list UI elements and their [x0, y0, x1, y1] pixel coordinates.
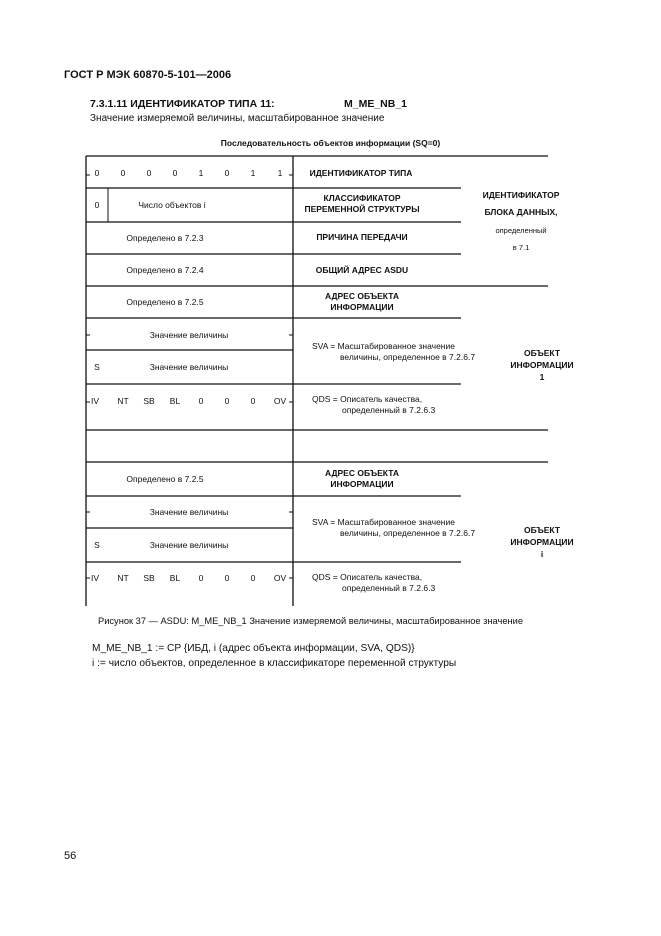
- ioa-label-1-line1: АДРЕС ОБЪЕКТА: [324, 291, 400, 301]
- object-i-index: i: [540, 549, 544, 559]
- qds-bit-3: 0: [224, 396, 230, 406]
- type-bit-3: 0: [224, 168, 230, 178]
- formula-line: M_ME_NB_1 := CP {ИБД, i (адрес объекта информации, SVA, QDS)}: [92, 643, 415, 654]
- figure-title: Последовательность объектов информации (SQ=0): [220, 138, 441, 148]
- section-subtitle: Значение измеряемой величины, масштабированное значение: [90, 113, 385, 124]
- qds-desc-i-line2: определенный в 7.2.6.3: [342, 583, 436, 593]
- cot-label: ПРИЧИНА ПЕРЕДАЧИ: [316, 232, 408, 242]
- qds-bits-i: [91, 573, 286, 583]
- qds-bit-4: 0: [198, 573, 204, 583]
- type-bit-4: 1: [198, 168, 204, 178]
- vsq-label-line2: ПЕРЕМЕННОЙ СТРУКТУРЫ: [304, 204, 420, 214]
- qds-bit-2: 0: [250, 396, 256, 406]
- standard-header: ГОСТ Р МЭК 60870-5-101—2006: [64, 69, 232, 81]
- sva-desc-i-line1: SVA = Масштабированное значение: [312, 517, 455, 527]
- duid-label-line4: в 7.1: [512, 243, 530, 252]
- ioa-field-i: Определено в 7.2.5: [126, 474, 204, 484]
- type-id-code: M_ME_NB_1: [344, 98, 408, 110]
- section-title: 7.3.1.11 ИДЕНТИФИКАТОР ТИПА 11:: [90, 98, 275, 110]
- sva-desc-i-line2: величины, определенное в 7.2.6.7: [340, 528, 476, 538]
- formula-definition: i := число объектов, определенное в классификаторе переменной структуры: [92, 658, 457, 669]
- qds-bit-3: 0: [224, 573, 230, 583]
- ioa-field-1: Определено в 7.2.5: [126, 297, 204, 307]
- value-low-field-i: Значение величины: [149, 507, 229, 517]
- qds-bit-bl: BL: [169, 573, 181, 583]
- type-bit-7: 0: [120, 168, 126, 178]
- type-bit-5: 0: [172, 168, 178, 178]
- asdu-address-label: ОБЩИЙ АДРЕС ASDU: [315, 265, 409, 275]
- qds-bit-iv: IV: [90, 396, 100, 406]
- num-objects-field: Число объектов i: [138, 200, 206, 210]
- value-high-field-1: Значение величины: [149, 362, 229, 372]
- type-bit-2: 1: [250, 168, 256, 178]
- qds-bit-nt: NT: [117, 396, 129, 406]
- type-bit-6: 0: [146, 168, 152, 178]
- qds-desc-1-line1: QDS = Описатель качества,: [312, 394, 423, 404]
- qds-bit-4: 0: [198, 396, 204, 406]
- ioa-label-i-line2: ИНФОРМАЦИИ: [330, 479, 394, 489]
- object-1-label-line1: ОБЪЕКТ: [523, 348, 561, 358]
- asdu-address-field: Определено в 7.2.4: [126, 265, 204, 275]
- qds-bit-ov: OV: [273, 573, 287, 583]
- object-1-index: 1: [539, 372, 545, 382]
- type-bit-1: 1: [277, 168, 283, 178]
- sva-desc-1-line1: SVA = Масштабированное значение: [312, 341, 455, 351]
- figure-caption: Рисунок 37 — ASDU: M_ME_NB_1 Значение измеряемой величины, масштабированное значение: [98, 616, 524, 626]
- duid-label-line3: определенный: [495, 226, 547, 235]
- sign-bit-i: S: [94, 540, 100, 550]
- qds-bit-2: 0: [250, 573, 256, 583]
- vsq-label-line1: КЛАССИФИКАТОР: [323, 193, 401, 203]
- qds-bit-bl: BL: [169, 396, 181, 406]
- page-number: 56: [64, 850, 77, 862]
- cot-field: Определено в 7.2.3: [126, 233, 204, 243]
- ioa-label-i-line1: АДРЕС ОБЪЕКТА: [324, 468, 400, 478]
- sq-bit: 0: [94, 200, 100, 210]
- value-high-field-i: Значение величины: [149, 540, 229, 550]
- type-bit-8: 0: [94, 168, 100, 178]
- sva-desc-1-line2: величины, определенное в 7.2.6.7: [340, 352, 476, 362]
- type-id-bits: [95, 168, 283, 178]
- qds-bit-nt: NT: [117, 573, 129, 583]
- value-low-field-1: Значение величины: [149, 330, 229, 340]
- qds-desc-1-line2: определенный в 7.2.6.3: [342, 405, 436, 415]
- object-1-label-line2: ИНФОРМАЦИИ: [510, 360, 574, 370]
- ioa-label-1-line2: ИНФОРМАЦИИ: [330, 302, 394, 312]
- type-id-label: ИДЕНТИФИКАТОР ТИПА: [309, 168, 413, 178]
- duid-label-line1: ИДЕНТИФИКАТОР: [482, 190, 560, 200]
- object-i-label-line1: ОБЪЕКТ: [523, 525, 561, 535]
- qds-bit-iv: IV: [90, 573, 100, 583]
- object-i-label-line2: ИНФОРМАЦИИ: [510, 537, 574, 547]
- sign-bit-1: S: [94, 362, 100, 372]
- duid-label-line2: БЛОКА ДАННЫХ,: [484, 207, 558, 217]
- qds-bits-1: [91, 396, 286, 406]
- qds-desc-i-line1: QDS = Описатель качества,: [312, 572, 423, 582]
- qds-bit-sb: SB: [143, 396, 155, 406]
- qds-bit-sb: SB: [143, 573, 155, 583]
- qds-bit-ov: OV: [273, 396, 287, 406]
